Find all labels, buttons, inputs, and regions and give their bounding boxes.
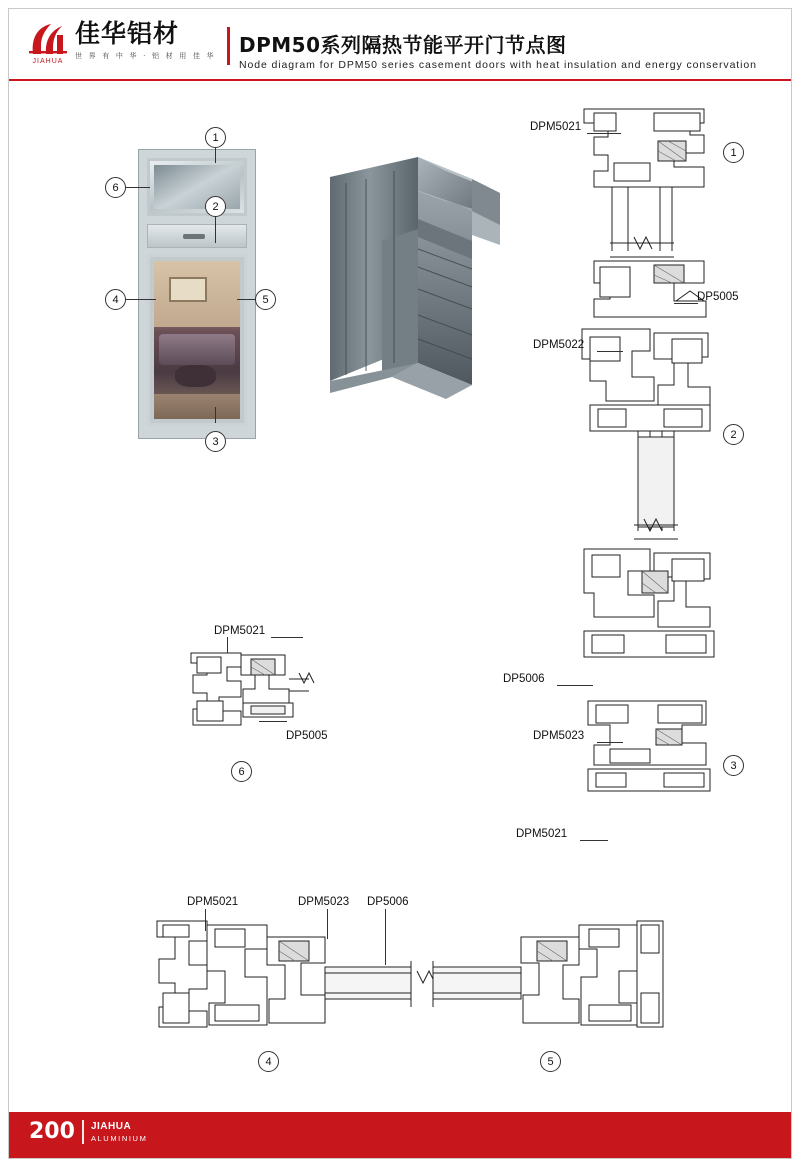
- drawing-page: [8, 8, 792, 1159]
- logo-sub-text: JIAHUA: [32, 58, 64, 65]
- callout-label: 3: [212, 435, 219, 448]
- footer-divider: [82, 1120, 84, 1144]
- page-header: [9, 9, 791, 81]
- brand-slogan: 世 界 有 中 华 · 铝 材 用 佳 华: [75, 52, 216, 61]
- label-dpm5021-detail6: DPM5021: [214, 625, 266, 637]
- window-product-photo: [138, 149, 256, 439]
- page-number: 200: [29, 1119, 75, 1144]
- footer-brand-cn: JIAHUA: [90, 1121, 132, 1132]
- page-title-cn: DPM50系列隔热节能平开门节点图: [239, 33, 567, 57]
- photo-top-glass: [154, 165, 240, 209]
- callout-photo-6: [105, 177, 126, 198]
- leader-dpm5021-detail6: [271, 637, 303, 638]
- callout-photo-2: [205, 196, 226, 217]
- callout-label: 2: [212, 200, 219, 213]
- photo-room-scene: [154, 261, 240, 419]
- room-floor: [154, 394, 240, 419]
- callout-label: 1: [730, 146, 737, 159]
- label-dpm5021-bottom-sec: DPM5021: [187, 896, 239, 908]
- callout-section-2: [723, 424, 744, 445]
- leader-dp5005-detail6: [259, 721, 287, 722]
- footer-brand: [91, 1121, 148, 1143]
- callout-section-4: [258, 1051, 279, 1072]
- callout-section-5: [540, 1051, 561, 1072]
- callout-label: 2: [730, 428, 737, 441]
- title-divider: [227, 27, 230, 65]
- callout-photo-3: [205, 431, 226, 452]
- profile-3d-render: [322, 149, 514, 411]
- leader-dpm5021-detail6-v: [227, 637, 228, 653]
- callout-label: 3: [730, 759, 737, 772]
- leader-line-4: [126, 299, 156, 300]
- section-drawings-right: [554, 101, 744, 881]
- label-dpm5022: DPM5022: [533, 339, 585, 351]
- footer-content: [29, 1120, 147, 1144]
- label-dpm5021-top: DPM5021: [530, 121, 582, 133]
- leader-line-6: [126, 187, 150, 188]
- page-footer: [9, 1112, 791, 1158]
- photo-bottom-sash: [147, 254, 247, 426]
- leader-dp5005-right: [674, 303, 698, 304]
- callout-label: 1: [212, 131, 219, 144]
- callout-label: 5: [262, 293, 269, 306]
- leader-dpm5021-top: [587, 133, 621, 134]
- callout-photo-1: [205, 127, 226, 148]
- leader-dp5006-right: [557, 685, 593, 686]
- leader-dpm5023-right: [597, 742, 623, 743]
- room-table: [175, 365, 216, 387]
- callout-label: 4: [112, 293, 119, 306]
- label-dpm5021-bottom: DPM5021: [516, 828, 568, 840]
- section-drawing-bottom: [149, 907, 669, 1035]
- callout-photo-4: [105, 289, 126, 310]
- brand-logo: [27, 21, 216, 65]
- leader-dpm5022: [597, 351, 623, 352]
- jiahua-symbol-icon: [27, 21, 69, 57]
- callout-label: 4: [265, 1055, 272, 1068]
- leader-dpm5023-bottom-sec: [327, 909, 328, 939]
- label-dp5005-detail6: DP5005: [286, 730, 328, 742]
- leader-line-3: [215, 407, 216, 423]
- label-dpm5023-right: DPM5023: [533, 730, 585, 742]
- callout-section-6: [231, 761, 252, 782]
- label-dpm5023-bottom-sec: DPM5023: [298, 896, 350, 908]
- brand-name-cn: 佳华铝材: [75, 19, 180, 48]
- leader-dp5006-bottom-sec: [385, 909, 386, 965]
- label-dp5006-bottom-sec: DP5006: [367, 896, 409, 908]
- brand-text: [75, 21, 216, 61]
- footer-brand-en: ALUMINIUM: [90, 1134, 148, 1143]
- callout-photo-5: [255, 289, 276, 310]
- leader-dpm5021-bottom-sec: [205, 909, 206, 931]
- callout-label: 5: [547, 1055, 554, 1068]
- photo-top-sash: [147, 158, 247, 216]
- label-dp5006-right: DP5006: [503, 673, 545, 685]
- photo-handle: [183, 234, 205, 239]
- logo-mark-icon: [27, 21, 69, 65]
- callout-label: 6: [238, 765, 245, 778]
- room-sofa: [159, 334, 235, 366]
- page-title-en: Node diagram for DPM50 series casement doors with heat insulation and energy conservation: [239, 59, 757, 71]
- callout-section-1: [723, 142, 744, 163]
- room-artwork: [169, 277, 207, 302]
- leader-line-5: [237, 299, 257, 300]
- label-dp5005-right: DP5005: [697, 291, 739, 303]
- leader-dpm5021-bottom: [580, 840, 608, 841]
- callout-section-3: [723, 755, 744, 776]
- callout-label: 6: [112, 181, 119, 194]
